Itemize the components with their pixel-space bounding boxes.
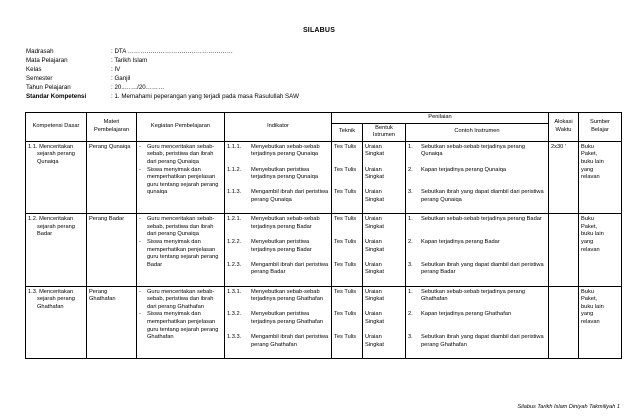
teknik-text: Tes Tulis xyxy=(334,216,357,223)
alokasi-cell xyxy=(549,214,579,286)
meta-value: : Ganjil xyxy=(111,75,131,82)
contoh-number: 3. xyxy=(408,334,413,341)
contoh-item xyxy=(408,167,546,190)
indikator-text: Menyebutkan sebab-sebab terjadinya perang Badar xyxy=(251,216,320,230)
contoh-item xyxy=(408,262,546,285)
dash-bullet: - xyxy=(139,238,141,245)
dash-bullet: - xyxy=(139,311,141,318)
teknik-text: Tes Tulis xyxy=(334,143,357,150)
bentuk-text: Uraian Singkat xyxy=(365,311,384,325)
contoh-number: 2. xyxy=(408,311,413,318)
indikator-cell xyxy=(225,214,332,286)
bentuk-text: Uraian Singkat xyxy=(365,143,384,158)
contoh-text: Sebutkan ibrah yang dapat diambil dari peristiwa perang Badar xyxy=(421,261,544,276)
document-title: SILABUS xyxy=(302,27,336,34)
meta-value: : DTA …………………………………………… xyxy=(111,48,233,55)
contoh-item xyxy=(408,334,546,357)
kegiatan-cell xyxy=(137,286,225,358)
contoh-text: Kapan terjadinya perang Qunaiqa xyxy=(421,166,507,173)
kegiatan-item xyxy=(139,289,222,312)
sumber-text: Buku Paket, buku lain yang relavan xyxy=(581,143,604,181)
kompetensi-dasar-text: 1.3. Menceritakan sejarah perang Ghathafan xyxy=(28,288,75,310)
indikator-item xyxy=(227,334,329,357)
meta-value: : 20..……/20……… xyxy=(111,84,165,91)
kompetensi-dasar-text: 1.1. Menceritakan sejarah perang Qunaiqa xyxy=(28,143,75,165)
alokasi-cell xyxy=(549,141,579,213)
bentuk-cell xyxy=(363,214,406,286)
indikator-number: 1.3.1. xyxy=(227,288,242,295)
document-meta xyxy=(26,47,299,101)
materi-text: Perang Badar xyxy=(89,216,125,223)
header-teknik: Teknik xyxy=(332,123,363,141)
contoh-item xyxy=(408,289,546,312)
indikator-text: Menyebutkan sebab-sebab terjadinya perang Ghathafan xyxy=(251,288,324,303)
dash-bullet: - xyxy=(139,288,141,295)
contoh-text: Sebutkan sebab-sebab terjadinya perang Badar xyxy=(421,216,542,223)
header-penilaian: Penilaian xyxy=(332,113,549,124)
kegiatan-text: Siswa menyimak dan memperhatikan penjelasan guru tentang sejarah perang Badar xyxy=(147,238,219,268)
contoh-number: 2. xyxy=(408,166,413,173)
header-bentuk: Bentuk Istrumen xyxy=(363,123,406,141)
meta-value: : 1. Memahami peperangan yang terjadi pada masa Rasulullah SAW xyxy=(111,93,299,100)
syllabus-table xyxy=(25,112,622,359)
indikator-text: Mengambil ibrah dari peristiwa perang Ghathafan xyxy=(251,334,329,348)
teknik-text: Tes Tulis xyxy=(334,238,357,245)
contoh-number: 2. xyxy=(408,238,413,245)
meta-mata-pelajaran xyxy=(26,56,299,65)
kegiatan-text: Guru menceritakan sebab-sebab, peristiwa dan ibrah dari perang Qunaiqa xyxy=(147,216,215,238)
dash-bullet: - xyxy=(139,166,141,173)
meta-value: : IV xyxy=(111,66,121,73)
teknik-text: Tes Tulis xyxy=(334,189,357,196)
materi-cell xyxy=(87,141,137,213)
teknik-text: Tes Tulis xyxy=(334,311,357,318)
indikator-text: Mengambil ibrah dari peristiwa perang Badar xyxy=(251,261,329,276)
indikator-text: Menyebutkan peristiwa terjadinya perang Ghathafan xyxy=(251,311,324,325)
indikator-number: 1.2.1. xyxy=(227,216,242,223)
contoh-cell xyxy=(406,141,549,213)
sumber-cell xyxy=(579,141,622,213)
indikator-item xyxy=(227,216,329,239)
materi-text: Perang Ghathafan xyxy=(89,288,116,303)
teknik-cell xyxy=(332,214,363,286)
meta-label: Semester xyxy=(26,75,53,82)
meta-tahun-pelajaran xyxy=(26,83,299,92)
bentuk-text: Uraian Singkat xyxy=(365,288,384,303)
indikator-item xyxy=(227,167,329,190)
sumber-text: Buku Paket, buku lain yang relavan xyxy=(581,216,604,253)
contoh-item xyxy=(408,216,546,239)
contoh-text: Kapan terjadinya perang Badar xyxy=(421,238,500,245)
contoh-item xyxy=(408,311,546,334)
kompetensi-dasar-text: 1.2. Menceritakan sejarah perang Badar xyxy=(28,216,75,238)
page-footer: Silabus Tarikh Islam Diniyah Takmiliyah 1 xyxy=(517,404,620,410)
kegiatan-item xyxy=(139,144,222,167)
indikator-cell xyxy=(225,286,332,358)
kompetensi-dasar-cell xyxy=(26,141,87,213)
indikator-text: Mengambil ibrah dari peristiwa perang Qunaiqa xyxy=(251,189,329,203)
meta-madrasah xyxy=(26,47,299,56)
indikator-number: 1.3.2. xyxy=(227,311,242,318)
dash-bullet: - xyxy=(139,143,141,150)
contoh-text: Sebutkan sebab-sebab terjadinya perang Qunaiqa xyxy=(421,143,526,158)
bentuk-text: Uraian Singkat xyxy=(365,216,384,230)
contoh-text: Sebutkan ibrah yang dapat diambil dari peristiwa perang Qunaiqa xyxy=(421,189,544,203)
teknik-text: Tes Tulis xyxy=(334,261,357,268)
contoh-text: Sebutkan ibrah yang dapat diambil dari peristiwa perang Ghathafan xyxy=(421,334,544,348)
header-row xyxy=(26,113,622,124)
materi-cell xyxy=(87,214,137,286)
teknik-text: Tes Tulis xyxy=(334,288,357,295)
header-sumber: Sumber Belajar xyxy=(579,113,622,142)
indikator-item xyxy=(227,289,329,312)
meta-label: Mata Pelajaran xyxy=(26,57,68,64)
kegiatan-item xyxy=(139,239,222,269)
kompetensi-dasar-cell xyxy=(26,214,87,286)
bentuk-text: Uraian Singkat xyxy=(365,334,384,348)
bentuk-cell xyxy=(363,286,406,358)
kegiatan-text: Guru menceritakan sebab-sebab, peristiwa dan ibrah dari perang Qunaiqa xyxy=(147,143,215,165)
contoh-number: 1. xyxy=(408,288,413,295)
meta-value: : Tarikh Islam xyxy=(111,57,148,64)
meta-label: Tahun Pelajaran xyxy=(26,84,71,91)
sumber-text: Buku Paket, buku lain yang relavan xyxy=(581,288,604,325)
indikator-number: 1.1.1. xyxy=(227,143,242,150)
kegiatan-text: Siswa menyimak dan memperhatikan penjelasan guru tentang sejarah perang qunaiqa xyxy=(147,166,219,196)
contoh-text: Sebutkan sebab-sebab terjadinya perang Ghathafan xyxy=(421,288,526,303)
teknik-text: Tes Tulis xyxy=(334,334,357,341)
header-contoh: Contoh Instrumen xyxy=(406,123,549,141)
header-alokasi: Alokasi Waktu xyxy=(549,113,579,142)
meta-label: Madrasah xyxy=(26,48,54,55)
alokasi-text: 2x30 ' xyxy=(551,143,566,150)
materi-text: Perang Qunaiqa xyxy=(89,143,131,150)
meta-label: Standar Kompetensi xyxy=(26,93,87,100)
contoh-item xyxy=(408,144,546,167)
teknik-cell xyxy=(332,141,363,213)
indikator-text: Menyebutkan peristiwa terjadinya perang Qunaiqa xyxy=(251,166,319,181)
bentuk-text: Uraian Singkat xyxy=(365,166,384,181)
header-kompetensi-dasar: Kompetensi Dasar xyxy=(26,113,87,142)
contoh-number: 1. xyxy=(408,143,413,150)
contoh-cell xyxy=(406,286,549,358)
kompetensi-dasar-cell xyxy=(26,286,87,358)
contoh-number: 3. xyxy=(408,189,413,196)
indikator-item xyxy=(227,144,329,167)
header-materi: Materi Pembelajaran xyxy=(87,113,137,142)
indikator-item xyxy=(227,262,329,285)
alokasi-cell xyxy=(549,286,579,358)
teknik-cell xyxy=(332,286,363,358)
table-row xyxy=(26,286,622,358)
meta-standar-kompetensi xyxy=(26,92,299,101)
kegiatan-text: Siswa menyimak dan memperhatikan penjelasan guru tentang sejarah perang Ghathafan xyxy=(147,311,219,341)
header-indikator: Indikator xyxy=(225,113,332,142)
contoh-item xyxy=(408,189,546,212)
indikator-number: 1.1.2. xyxy=(227,166,242,173)
contoh-number: 3. xyxy=(408,261,413,268)
indikator-number: 1.2.2. xyxy=(227,238,242,245)
materi-cell xyxy=(87,286,137,358)
kegiatan-item xyxy=(139,167,222,197)
meta-kelas xyxy=(26,65,299,74)
table-row xyxy=(26,214,622,286)
contoh-number: 1. xyxy=(408,216,413,223)
kegiatan-cell xyxy=(137,141,225,213)
kegiatan-item xyxy=(139,311,222,341)
contoh-item xyxy=(408,239,546,262)
indikator-cell xyxy=(225,141,332,213)
kegiatan-item xyxy=(139,216,222,239)
indikator-number: 1.3.3. xyxy=(227,334,242,341)
indikator-item xyxy=(227,189,329,212)
table-row xyxy=(26,141,622,213)
bentuk-cell xyxy=(363,141,406,213)
bentuk-text: Uraian Singkat xyxy=(365,189,384,203)
indikator-number: 1.2.3. xyxy=(227,261,242,268)
sumber-cell xyxy=(579,286,622,358)
meta-label: Kelas xyxy=(26,66,42,73)
contoh-text: Kapan terjadinya perang Ghathafan xyxy=(421,311,512,318)
indikator-text: Menyebutkan peristiwa terjadinya perang Badar xyxy=(251,238,312,253)
meta-semester xyxy=(26,74,299,83)
bentuk-text: Uraian Singkat xyxy=(365,238,384,253)
indikator-text: Menyebutkan sebab-sebab terjadinya perang Qunaiqa xyxy=(251,143,320,158)
kegiatan-text: Guru menceritakan sebab-sebab, peristiwa dan ibrah dari perang Ghathafan xyxy=(147,288,215,310)
contoh-cell xyxy=(406,214,549,286)
indikator-item xyxy=(227,239,329,262)
sumber-cell xyxy=(579,214,622,286)
dash-bullet: - xyxy=(139,216,141,223)
teknik-text: Tes Tulis xyxy=(334,166,357,173)
bentuk-text: Uraian Singkat xyxy=(365,261,384,276)
header-kegiatan: Kegiatan Pembelajaran xyxy=(137,113,225,142)
kegiatan-cell xyxy=(137,214,225,286)
indikator-item xyxy=(227,311,329,334)
indikator-number: 1.1.3. xyxy=(227,189,242,196)
